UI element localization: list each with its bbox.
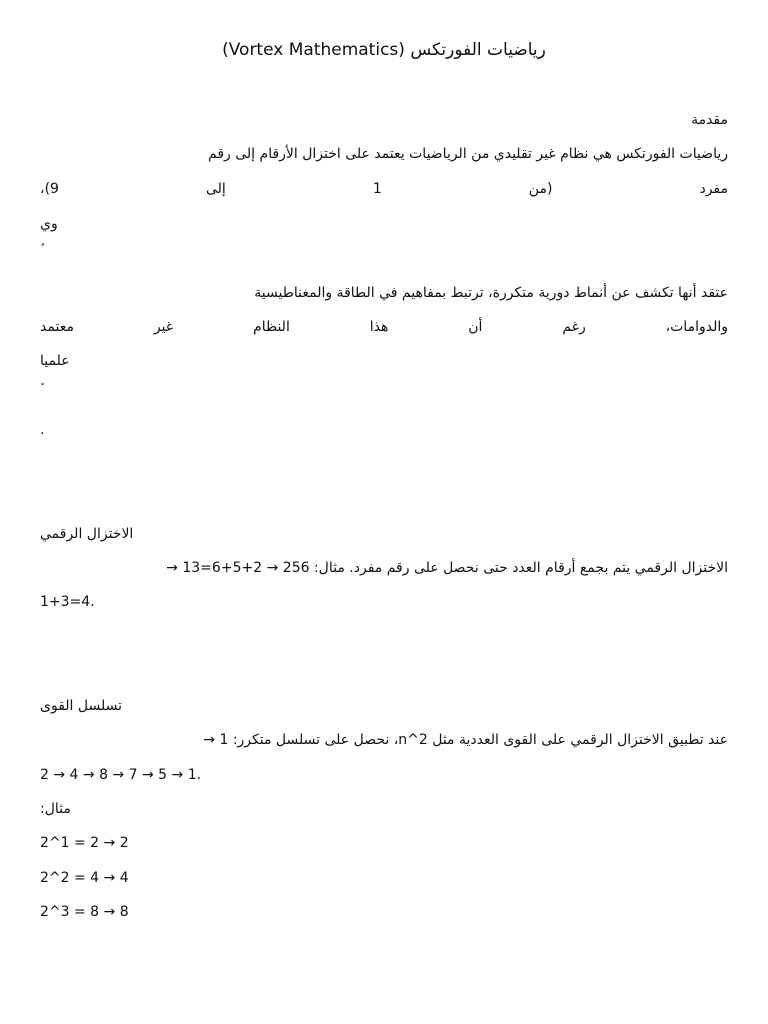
example-item: 2^1 = 2 → 2 [40,835,129,851]
example-item: 2^2 = 4 → 4 [40,870,129,886]
intro-line-2-word: 1 [372,181,382,197]
intro-line-5-word: هذا [369,319,389,335]
intro-line-2-word: (من [528,181,553,197]
intro-line-2 [40,180,728,198]
digital-reduction-line-1: الاختزال الرقمي يتم بجمع أرقام العدد حتى نحصل على رقم مفرد. مثال: 256 → 2+5+6=13 → [166,560,728,576]
intro-line-7: . [40,422,45,438]
example-label: مثال: [40,801,71,817]
intro-line-5-word: النظام [253,319,290,335]
intro-line-6: علميا [40,353,70,369]
intro-line-1: رياضيات الفورتكس هي نظام غير تقليدي من الرياضيات يعتمد على اختزال الأرقام إلى رقم [208,146,728,162]
digital-reduction-line-2: 1+3=4. [40,594,95,610]
intro-line-3: وي [40,216,58,232]
intro-line-2-word: 9)، [40,181,59,197]
intro-line-5-word: أن [468,319,483,335]
digital-reduction-heading: الاختزال الرقمي [40,526,134,542]
page-title: رياضيات الفورتكس (Vortex Mathematics) [222,40,546,60]
intro-line-5 [40,318,728,336]
intro-line-2-word: إلى [205,181,226,197]
example-item: 2^3 = 8 → 8 [40,904,129,920]
power-sequence-line-1: عند تطبيق الاختزال الرقمي على القوى العددية مثل 2^n، نحصل على تسلسل متكرر: 1 → [203,732,728,748]
power-sequence-line-2: 2 → 4 → 8 → 7 → 5 → 1. [40,767,202,783]
intro-line-5-word: رغم [562,319,586,335]
intro-line-2-word: مفرد [699,181,728,197]
intro-heading: مقدمة [691,112,728,128]
power-sequence-heading: تسلسل القوى [40,698,122,714]
intro-line-5-word: غير [153,319,174,335]
intro-line-5-word: معتمد [40,319,74,335]
intro-line-4: عتقد أنها تكشف عن أنماط دورية متكررة، ترتبط بمفاهيم في الطاقة والمغناطيسية [254,285,728,301]
intro-line-5-word: والدوامات، [665,319,728,335]
